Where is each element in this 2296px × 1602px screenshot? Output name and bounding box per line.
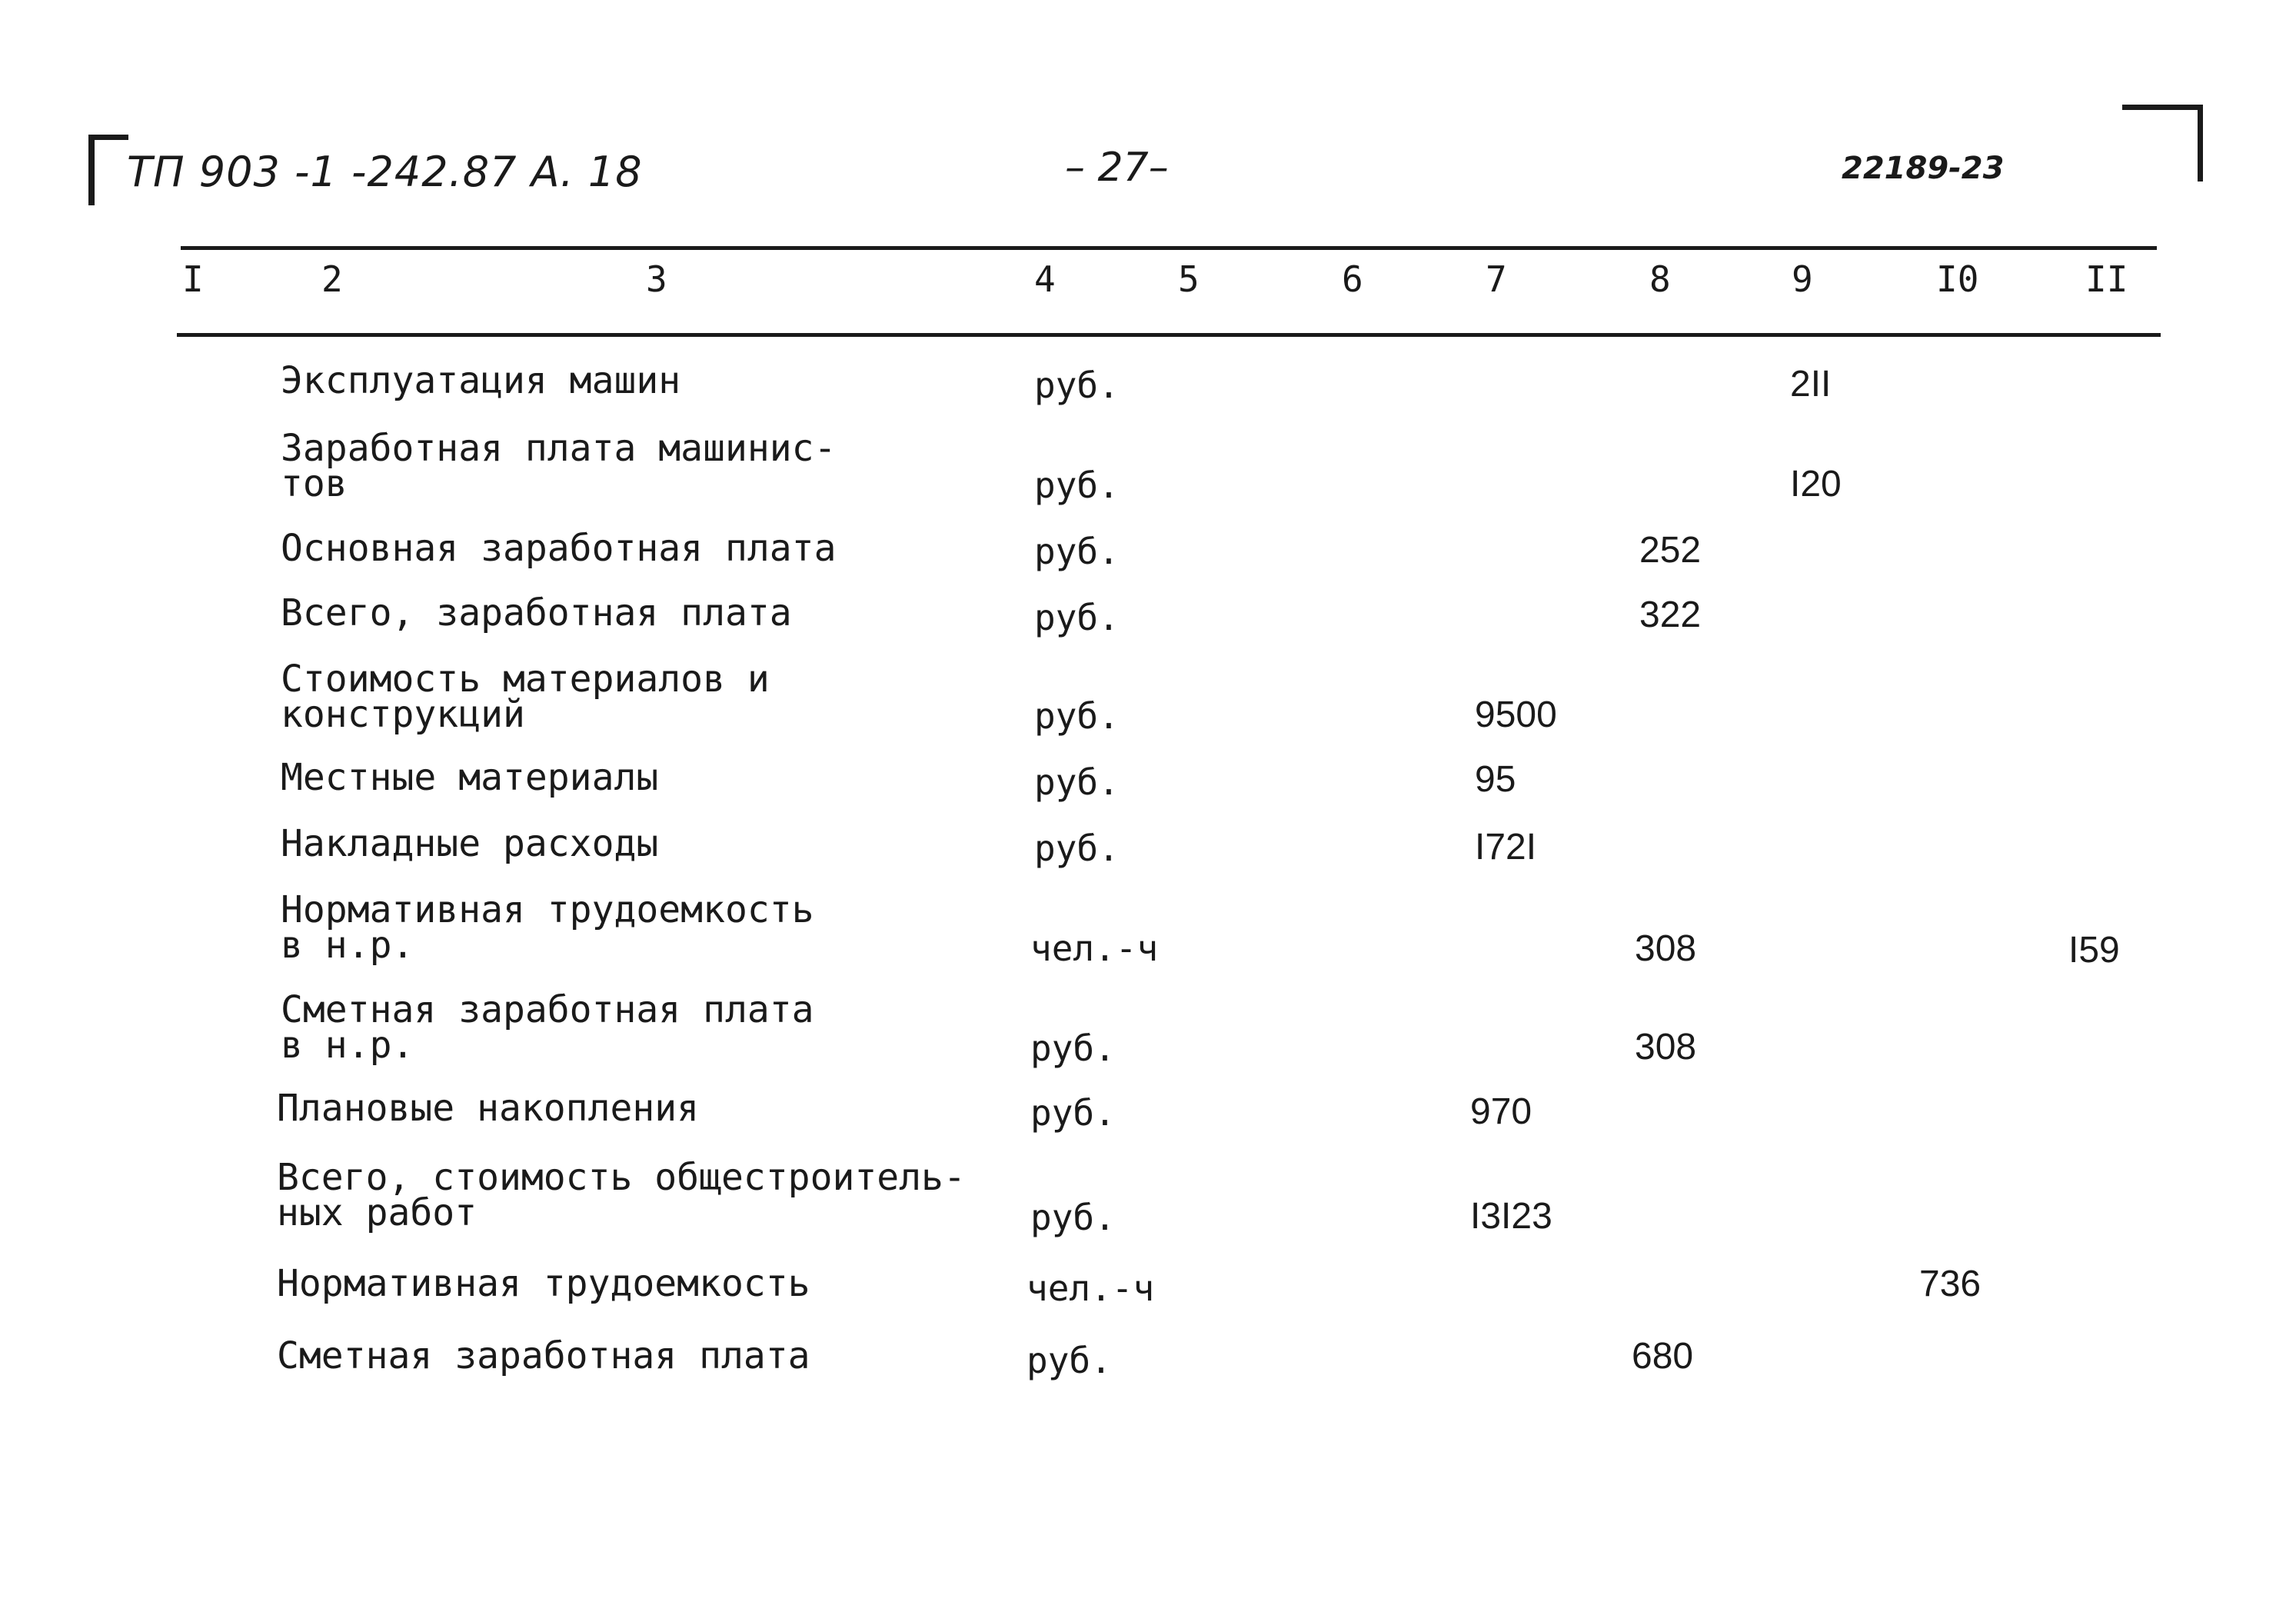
row-value-col-11: I59 [2068,930,2120,971]
row-value-col-8: 308 [1635,928,1697,969]
row-unit: руб. [1034,761,1120,803]
row-label-machinist-wages: Заработная плата машинис- тов [281,427,837,505]
row-label-base-wages: Основная заработная плата [281,527,837,570]
row-unit: руб. [1034,465,1120,506]
column-header-9: 9 [1792,258,1813,300]
column-header-2: 2 [321,258,343,300]
column-header-10: I0 [1936,258,1979,300]
row-value-col-7: 9500 [1475,694,1557,735]
row-label-materials-cost: Стоимость материалов и конструкций [281,658,770,736]
row-unit: руб. [1030,1092,1116,1134]
sheet-code: 22189-23 [1842,151,2005,186]
row-label-total-wages: Всего, заработная плата [281,591,792,634]
corner-mark-left [88,135,95,205]
row-unit: чел.-ч [1027,1267,1155,1309]
document-code: ТП 903 -1 -242.87 А. 18 [127,148,643,196]
row-value-col-8: 252 [1639,530,1702,571]
row-label-planned-savings: Плановые накопления [277,1087,700,1130]
row-unit: руб. [1027,1340,1112,1381]
row-label-local-materials: Местные материалы [281,756,659,799]
row-label-total-construction-cost: Всего, стоимость общестроитель- ных работ [277,1156,966,1234]
row-value-col-8: 308 [1635,1027,1697,1067]
column-header-4: 4 [1034,258,1056,300]
table-top-rule [181,246,2157,250]
row-value-col-7: I72I [1475,827,1537,868]
row-label-overhead: Накладные расходы [281,822,659,865]
row-unit: чел.-ч [1030,928,1159,969]
row-value-col-7: I3I23 [1470,1196,1552,1237]
row-unit: руб. [1034,597,1120,638]
row-label-labor-intensity: Нормативная трудоемкость [277,1262,810,1305]
row-unit: руб. [1034,365,1120,406]
row-value-col-9: I20 [1790,464,1842,505]
row-label-labor-intensity-overhead: Нормативная трудоемкость в н.р. [281,888,814,967]
column-header-7: 7 [1486,258,1507,300]
row-label-machine-operation: Эксплуатация машин [281,359,681,402]
row-label-estimated-wages-overhead: Сметная заработная плата в н.р. [281,988,814,1067]
column-header-5: 5 [1178,258,1200,300]
row-value-col-10: 736 [1919,1264,1982,1304]
row-label-estimated-wages: Сметная заработная плата [277,1334,810,1377]
column-header-3: 3 [646,258,667,300]
column-header-1: I [182,258,204,300]
corner-mark-right [2198,105,2203,182]
page-number: – 27– [1065,145,1169,191]
row-value-col-7: 95 [1475,759,1516,800]
row-value-col-8: 322 [1639,595,1702,635]
column-header-11: II [2085,258,2128,300]
column-header-8: 8 [1649,258,1671,300]
corner-mark-left-top [88,135,128,140]
row-value-col-9: 2II [1790,364,1832,405]
row-unit: руб. [1034,531,1120,572]
row-unit: руб. [1030,1027,1116,1069]
row-value-col-8: 680 [1632,1336,1694,1377]
corner-mark-right-top [2122,105,2203,110]
table-header-rule [177,333,2161,337]
row-unit: руб. [1030,1197,1116,1238]
column-header-6: 6 [1342,258,1363,300]
row-unit: руб. [1034,828,1120,869]
row-unit: руб. [1034,695,1120,737]
row-value-col-7: 970 [1470,1091,1532,1132]
